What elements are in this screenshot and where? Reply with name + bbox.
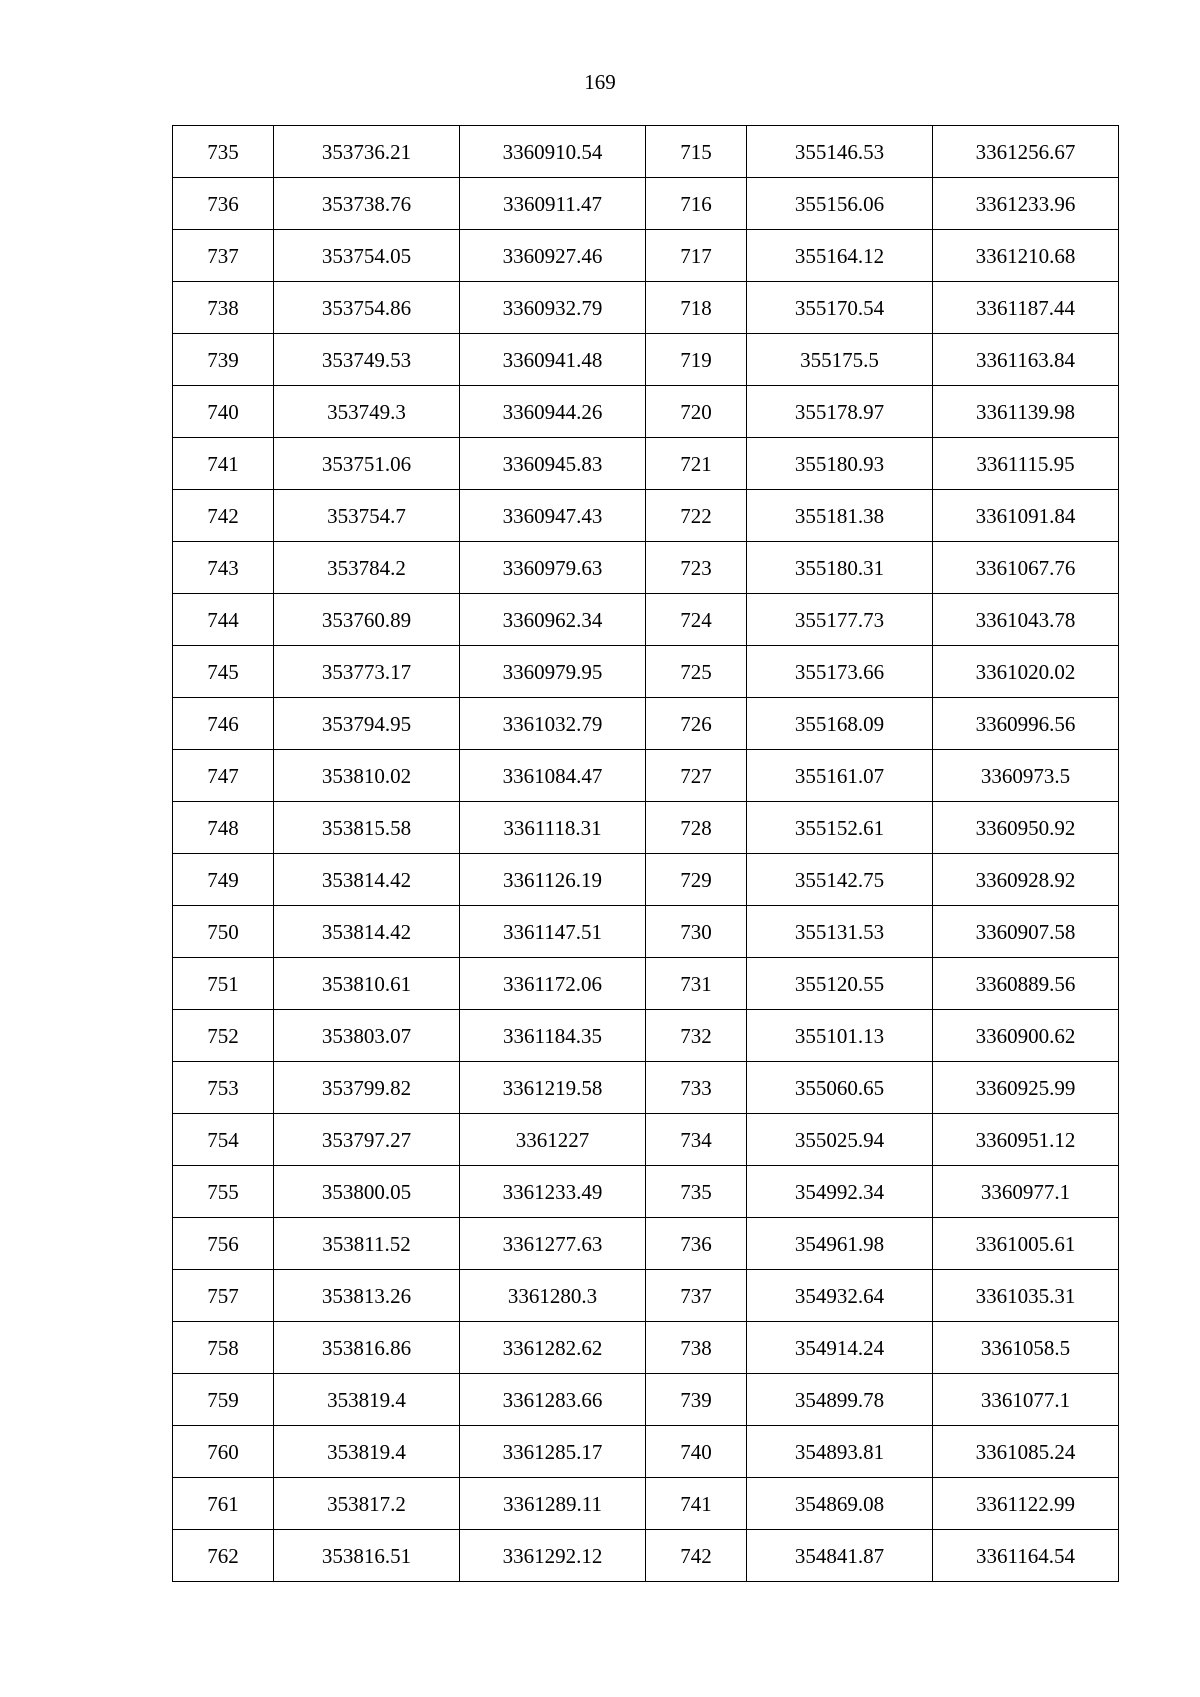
left-point-id-cell: 743 (173, 542, 274, 594)
left-point-id-cell: 749 (173, 854, 274, 906)
right-point-id-cell: 717 (646, 230, 747, 282)
left-x-cell: 353814.42 (274, 854, 460, 906)
right-y-cell: 3360907.58 (933, 906, 1119, 958)
right-x-cell: 355170.54 (747, 282, 933, 334)
right-y-cell: 3361035.31 (933, 1270, 1119, 1322)
right-y-cell: 3361091.84 (933, 490, 1119, 542)
right-y-cell: 3361077.1 (933, 1374, 1119, 1426)
right-x-cell: 354992.34 (747, 1166, 933, 1218)
right-y-cell: 3360928.92 (933, 854, 1119, 906)
right-y-cell: 3360996.56 (933, 698, 1119, 750)
right-x-cell: 355120.55 (747, 958, 933, 1010)
left-x-cell: 353754.86 (274, 282, 460, 334)
right-y-cell: 3360951.12 (933, 1114, 1119, 1166)
left-x-cell: 353749.53 (274, 334, 460, 386)
right-x-cell: 355164.12 (747, 230, 933, 282)
left-x-cell: 353811.52 (274, 1218, 460, 1270)
left-y-cell: 3361184.35 (460, 1010, 646, 1062)
right-point-id-cell: 729 (646, 854, 747, 906)
right-x-cell: 354893.81 (747, 1426, 933, 1478)
left-point-id-cell: 757 (173, 1270, 274, 1322)
table-row (173, 854, 1119, 906)
left-y-cell: 3361282.62 (460, 1322, 646, 1374)
left-x-cell: 353736.21 (274, 126, 460, 178)
table-row (173, 594, 1119, 646)
right-y-cell: 3361115.95 (933, 438, 1119, 490)
left-x-cell: 353810.61 (274, 958, 460, 1010)
table-row (173, 698, 1119, 750)
right-point-id-cell: 722 (646, 490, 747, 542)
right-y-cell: 3361067.76 (933, 542, 1119, 594)
right-point-id-cell: 741 (646, 1478, 747, 1530)
right-x-cell: 354841.87 (747, 1530, 933, 1582)
right-y-cell: 3360889.56 (933, 958, 1119, 1010)
right-point-id-cell: 740 (646, 1426, 747, 1478)
left-x-cell: 353800.05 (274, 1166, 460, 1218)
table-row (173, 1166, 1119, 1218)
right-x-cell: 354961.98 (747, 1218, 933, 1270)
right-x-cell: 355177.73 (747, 594, 933, 646)
left-x-cell: 353760.89 (274, 594, 460, 646)
left-point-id-cell: 762 (173, 1530, 274, 1582)
right-point-id-cell: 731 (646, 958, 747, 1010)
right-x-cell: 355146.53 (747, 126, 933, 178)
right-x-cell: 354899.78 (747, 1374, 933, 1426)
table-row (173, 542, 1119, 594)
right-x-cell: 355181.38 (747, 490, 933, 542)
left-x-cell: 353810.02 (274, 750, 460, 802)
right-x-cell: 354914.24 (747, 1322, 933, 1374)
left-point-id-cell: 750 (173, 906, 274, 958)
right-x-cell: 355025.94 (747, 1114, 933, 1166)
table-row (173, 1322, 1119, 1374)
right-x-cell: 354869.08 (747, 1478, 933, 1530)
right-x-cell: 355161.07 (747, 750, 933, 802)
right-x-cell: 355152.61 (747, 802, 933, 854)
left-x-cell: 353784.2 (274, 542, 460, 594)
table-row (173, 1426, 1119, 1478)
left-x-cell: 353817.2 (274, 1478, 460, 1530)
table-row (173, 646, 1119, 698)
left-x-cell: 353819.4 (274, 1374, 460, 1426)
table-row (173, 1270, 1119, 1322)
page-number: 169 (584, 70, 616, 94)
right-y-cell: 3360925.99 (933, 1062, 1119, 1114)
right-point-id-cell: 727 (646, 750, 747, 802)
left-point-id-cell: 739 (173, 334, 274, 386)
left-y-cell: 3361147.51 (460, 906, 646, 958)
left-y-cell: 3361084.47 (460, 750, 646, 802)
right-y-cell: 3361005.61 (933, 1218, 1119, 1270)
right-y-cell: 3361210.68 (933, 230, 1119, 282)
left-y-cell: 3361289.11 (460, 1478, 646, 1530)
left-point-id-cell: 760 (173, 1426, 274, 1478)
right-point-id-cell: 726 (646, 698, 747, 750)
left-point-id-cell: 741 (173, 438, 274, 490)
right-y-cell: 3361233.96 (933, 178, 1119, 230)
left-y-cell: 3361285.17 (460, 1426, 646, 1478)
table-row (173, 386, 1119, 438)
left-x-cell: 353797.27 (274, 1114, 460, 1166)
left-y-cell: 3360979.95 (460, 646, 646, 698)
right-point-id-cell: 736 (646, 1218, 747, 1270)
right-y-cell: 3360973.5 (933, 750, 1119, 802)
left-y-cell: 3361172.06 (460, 958, 646, 1010)
table-row (173, 1010, 1119, 1062)
right-y-cell: 3361122.99 (933, 1478, 1119, 1530)
left-y-cell: 3360910.54 (460, 126, 646, 178)
left-y-cell: 3361283.66 (460, 1374, 646, 1426)
left-x-cell: 353794.95 (274, 698, 460, 750)
right-point-id-cell: 721 (646, 438, 747, 490)
right-x-cell: 355180.31 (747, 542, 933, 594)
table-row (173, 1478, 1119, 1530)
left-y-cell: 3360945.83 (460, 438, 646, 490)
left-y-cell: 3361219.58 (460, 1062, 646, 1114)
left-y-cell: 3360911.47 (460, 178, 646, 230)
right-x-cell: 354932.64 (747, 1270, 933, 1322)
left-point-id-cell: 736 (173, 178, 274, 230)
right-y-cell: 3361139.98 (933, 386, 1119, 438)
left-point-id-cell: 735 (173, 126, 274, 178)
right-y-cell: 3361164.54 (933, 1530, 1119, 1582)
table-row (173, 1062, 1119, 1114)
table-row (173, 178, 1119, 230)
left-point-id-cell: 747 (173, 750, 274, 802)
left-y-cell: 3361280.3 (460, 1270, 646, 1322)
right-point-id-cell: 732 (646, 1010, 747, 1062)
left-x-cell: 353799.82 (274, 1062, 460, 1114)
left-x-cell: 353819.4 (274, 1426, 460, 1478)
right-y-cell: 3361043.78 (933, 594, 1119, 646)
left-point-id-cell: 752 (173, 1010, 274, 1062)
left-point-id-cell: 742 (173, 490, 274, 542)
right-point-id-cell: 725 (646, 646, 747, 698)
left-y-cell: 3360962.34 (460, 594, 646, 646)
right-point-id-cell: 723 (646, 542, 747, 594)
table-row (173, 334, 1119, 386)
right-y-cell: 3360977.1 (933, 1166, 1119, 1218)
left-x-cell: 353803.07 (274, 1010, 460, 1062)
left-x-cell: 353814.42 (274, 906, 460, 958)
left-y-cell: 3360927.46 (460, 230, 646, 282)
left-x-cell: 353749.3 (274, 386, 460, 438)
right-point-id-cell: 737 (646, 1270, 747, 1322)
left-point-id-cell: 745 (173, 646, 274, 698)
right-x-cell: 355156.06 (747, 178, 933, 230)
left-x-cell: 353816.86 (274, 1322, 460, 1374)
left-point-id-cell: 754 (173, 1114, 274, 1166)
table-row (173, 958, 1119, 1010)
right-point-id-cell: 733 (646, 1062, 747, 1114)
table-row (173, 1374, 1119, 1426)
coordinate-table-body (173, 126, 1119, 1582)
left-point-id-cell: 755 (173, 1166, 274, 1218)
right-point-id-cell: 720 (646, 386, 747, 438)
left-x-cell: 353816.51 (274, 1530, 460, 1582)
right-point-id-cell: 715 (646, 126, 747, 178)
right-y-cell: 3360900.62 (933, 1010, 1119, 1062)
left-point-id-cell: 756 (173, 1218, 274, 1270)
right-point-id-cell: 728 (646, 802, 747, 854)
right-point-id-cell: 719 (646, 334, 747, 386)
table-row (173, 1530, 1119, 1582)
left-x-cell: 353754.7 (274, 490, 460, 542)
left-point-id-cell: 753 (173, 1062, 274, 1114)
right-y-cell: 3361020.02 (933, 646, 1119, 698)
right-point-id-cell: 739 (646, 1374, 747, 1426)
left-y-cell: 3361277.63 (460, 1218, 646, 1270)
right-x-cell: 355101.13 (747, 1010, 933, 1062)
right-x-cell: 355168.09 (747, 698, 933, 750)
left-x-cell: 353751.06 (274, 438, 460, 490)
left-y-cell: 3361118.31 (460, 802, 646, 854)
right-x-cell: 355131.53 (747, 906, 933, 958)
left-point-id-cell: 744 (173, 594, 274, 646)
table-row (173, 282, 1119, 334)
left-point-id-cell: 737 (173, 230, 274, 282)
left-y-cell: 3360941.48 (460, 334, 646, 386)
right-x-cell: 355178.97 (747, 386, 933, 438)
left-y-cell: 3361126.19 (460, 854, 646, 906)
right-point-id-cell: 718 (646, 282, 747, 334)
left-point-id-cell: 740 (173, 386, 274, 438)
table-row (173, 230, 1119, 282)
coordinate-table (172, 125, 1119, 1582)
left-point-id-cell: 748 (173, 802, 274, 854)
left-x-cell: 353773.17 (274, 646, 460, 698)
table-row (173, 1218, 1119, 1270)
left-y-cell: 3361227 (460, 1114, 646, 1166)
right-point-id-cell: 742 (646, 1530, 747, 1582)
right-point-id-cell: 730 (646, 906, 747, 958)
left-x-cell: 353815.58 (274, 802, 460, 854)
table-row (173, 1114, 1119, 1166)
right-y-cell: 3361256.67 (933, 126, 1119, 178)
right-y-cell: 3360950.92 (933, 802, 1119, 854)
right-y-cell: 3361187.44 (933, 282, 1119, 334)
right-y-cell: 3361085.24 (933, 1426, 1119, 1478)
right-point-id-cell: 735 (646, 1166, 747, 1218)
left-x-cell: 353738.76 (274, 178, 460, 230)
left-y-cell: 3361292.12 (460, 1530, 646, 1582)
left-point-id-cell: 746 (173, 698, 274, 750)
right-y-cell: 3361058.5 (933, 1322, 1119, 1374)
left-y-cell: 3360932.79 (460, 282, 646, 334)
right-point-id-cell: 738 (646, 1322, 747, 1374)
left-x-cell: 353813.26 (274, 1270, 460, 1322)
right-x-cell: 355142.75 (747, 854, 933, 906)
left-y-cell: 3361233.49 (460, 1166, 646, 1218)
right-y-cell: 3361163.84 (933, 334, 1119, 386)
left-point-id-cell: 738 (173, 282, 274, 334)
right-point-id-cell: 716 (646, 178, 747, 230)
left-y-cell: 3361032.79 (460, 698, 646, 750)
left-x-cell: 353754.05 (274, 230, 460, 282)
right-x-cell: 355180.93 (747, 438, 933, 490)
left-y-cell: 3360947.43 (460, 490, 646, 542)
table-row (173, 490, 1119, 542)
right-point-id-cell: 724 (646, 594, 747, 646)
left-point-id-cell: 761 (173, 1478, 274, 1530)
left-point-id-cell: 751 (173, 958, 274, 1010)
right-x-cell: 355173.66 (747, 646, 933, 698)
right-x-cell: 355060.65 (747, 1062, 933, 1114)
right-point-id-cell: 734 (646, 1114, 747, 1166)
left-y-cell: 3360979.63 (460, 542, 646, 594)
left-y-cell: 3360944.26 (460, 386, 646, 438)
table-row (173, 750, 1119, 802)
right-x-cell: 355175.5 (747, 334, 933, 386)
table-row (173, 126, 1119, 178)
left-point-id-cell: 758 (173, 1322, 274, 1374)
left-point-id-cell: 759 (173, 1374, 274, 1426)
table-row (173, 802, 1119, 854)
table-row (173, 906, 1119, 958)
table-row (173, 438, 1119, 490)
